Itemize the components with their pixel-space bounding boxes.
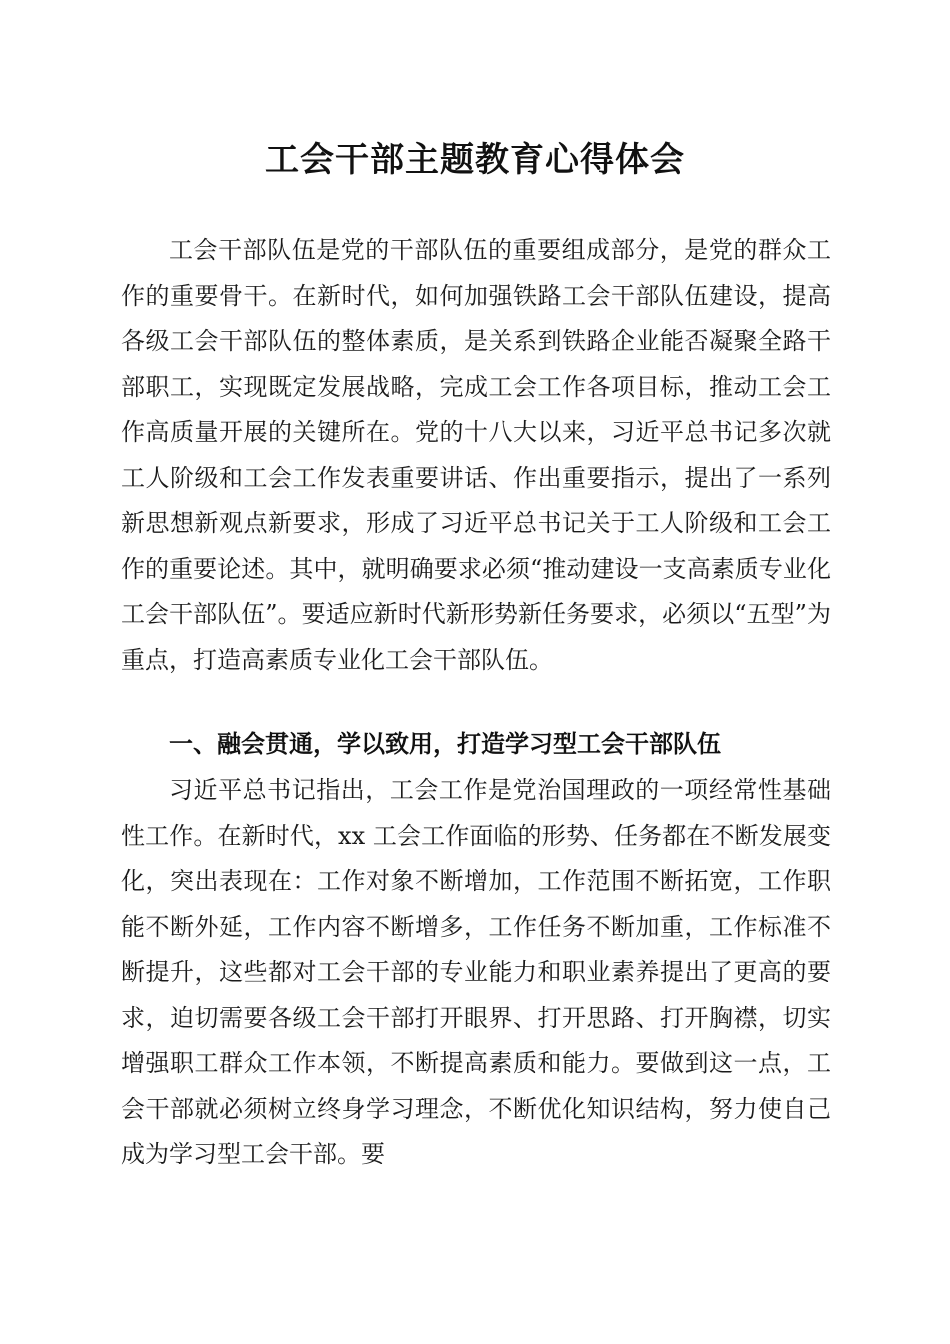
intro-paragraph: 工会干部队伍是党的干部队伍的重要组成部分，是党的群众工作的重要骨干。在新时代，如何加强铁路工会干部队伍建设，提高各级工会干部队伍的整体素质，是关系到铁路企业能否凝聚全路干部职工，实现既定发展战略，完成工会工作各项目标，推动工会工作高质量开展的关键所在。党的十八大以来，习近平总书记多次就工人阶级和工会工作发表重要讲话、作出重要指示，提出了一系列新思想新观点新要求，形成了习近平总书记关于工人阶级和工会工作的重要论述。其中，就明确要求必须“推动建设一支高素质专业化工会干部队伍”。要适应新时代新形势新任务要求，必须以“五型”为重点，打造高素质专业化工会干部队伍。 — [121, 236, 831, 674]
section-paragraph: 习近平总书记指出，工会工作是党治国理政的一项经常性基础性工作。在新时代，xx 工会工作面临的形势、任务都在不断发展变化，突出表现在：工作对象不断增加，工作范围不断拓宽，工作职能不断外延，工作内容不断增多，工作任务不断加重，工作标准不断提升，这些都对工会干部的专业能力和职业素养提出了更高的要求，迫切需要各级工会干部打开眼界、打开思路、打开胸襟，切实增强职工群众工作本领，不断提高素质和能力。要做到这一点，工会干部就必须树立终身学习理念，不断优化知识结构，努力使自己成为学习型工会干部。要 — [121, 776, 831, 1168]
document-title: 工会干部主题教育心得体会 — [265, 140, 685, 180]
section-heading: 一、融会贯通，学以致用，打造学习型工会干部队伍 — [169, 730, 721, 758]
